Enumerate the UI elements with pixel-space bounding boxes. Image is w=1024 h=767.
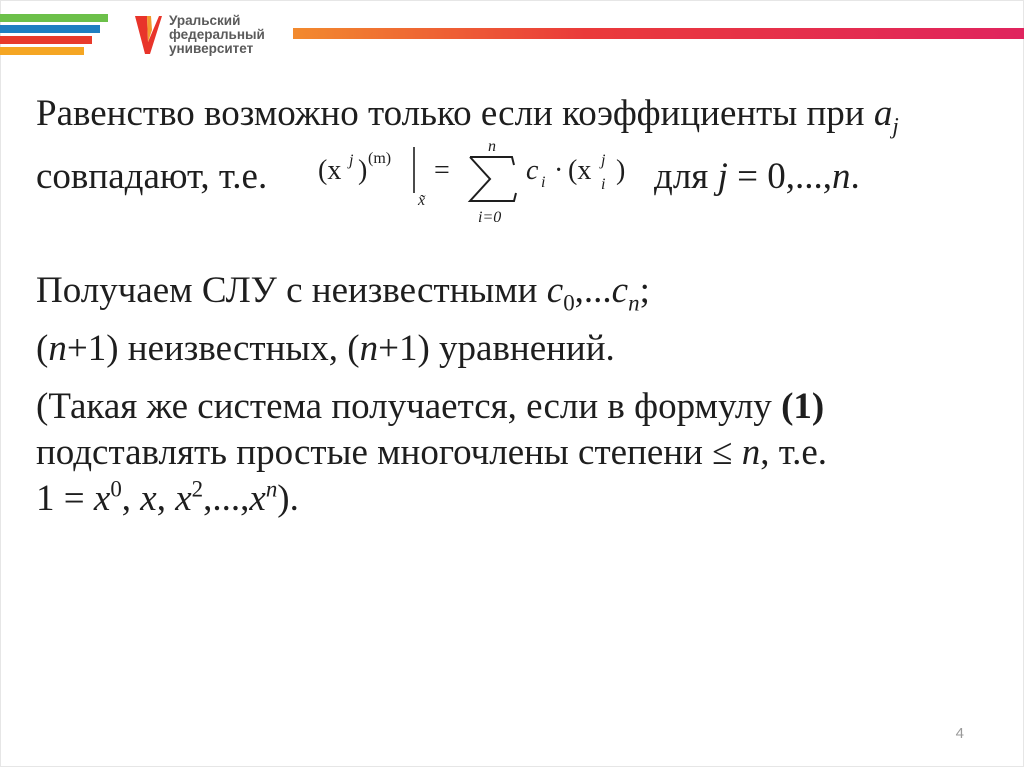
var-c: c (546, 270, 564, 311)
var-n: n (48, 328, 67, 369)
formula-x-close: ) (616, 155, 626, 186)
text-segment: ). (277, 478, 299, 519)
logo-line-3: университет (169, 41, 254, 56)
var-n: n (831, 156, 851, 197)
body-line-1 (36, 93, 899, 139)
text-segment: для (654, 156, 718, 197)
text-segment: = 0,..., (727, 156, 832, 197)
stripe-blue (0, 25, 100, 33)
sum-formula (318, 135, 674, 225)
var-n: n (359, 328, 379, 369)
header-bar (293, 28, 1024, 39)
text-segment: , т.е. (760, 432, 828, 473)
text-segment: , (156, 478, 176, 519)
formula-x-j: j (601, 152, 606, 169)
formula-lhs-close: ) (358, 155, 368, 186)
body-line-6 (36, 434, 827, 471)
formula-x-open: (x (568, 155, 592, 186)
formula-c-i: i (541, 174, 546, 191)
formula-sum-top: n (488, 138, 496, 155)
var-a: a (873, 93, 893, 134)
logo-text (169, 14, 265, 56)
formula-lhs-m: (m) (368, 150, 392, 167)
body-line-7 (36, 476, 299, 519)
text-segment: . (850, 156, 860, 197)
sigma-icon (470, 157, 516, 201)
university-logo (133, 14, 303, 62)
logo-line-1: Уральский (169, 13, 241, 28)
formula-lhs-j: j (349, 152, 354, 169)
text-segment: ; (639, 270, 650, 311)
sup-2: 2 (191, 476, 204, 502)
formula-sum-bottom: i=0 (478, 209, 502, 225)
formula-dot: · (554, 155, 564, 186)
body-line-4 (36, 330, 615, 367)
var-x: x (175, 478, 192, 519)
formula-x-i: i (601, 176, 606, 193)
logo-line-2: федеральный (169, 27, 265, 42)
formula-c: c (526, 155, 539, 186)
body-line-3 (36, 270, 650, 316)
stripe-red (0, 36, 92, 44)
sup-n: n (265, 476, 278, 502)
text-segment: +1) уравнений. (378, 328, 615, 369)
page-number: 4 (955, 725, 964, 742)
sub-j: j (892, 113, 899, 139)
text-segment: Получаем СЛУ с неизвестными (36, 270, 547, 311)
formula-eval-at: x̃ (418, 192, 426, 209)
body-line-2-start: совпадают, т.е. (36, 156, 268, 197)
var-c: c (611, 270, 629, 311)
text-segment: (Такая же система получается, если в формулу (36, 386, 782, 427)
text-segment: ,... (574, 270, 612, 311)
logo-mark-icon (133, 14, 163, 56)
formula-eq: = (434, 155, 450, 186)
var-x: x (140, 478, 157, 519)
stripe-green (0, 14, 108, 22)
text-segment: 1 = (36, 478, 94, 519)
text-segment: , (121, 478, 141, 519)
text-segment: подставлять простые многочлены степени ≤ (36, 432, 742, 473)
text-segment: ,..., (203, 478, 250, 519)
formula-ref: (1) (781, 386, 825, 427)
formula-lhs-open: (x (318, 155, 342, 186)
brand-stripes (0, 14, 110, 56)
var-j: j (717, 156, 728, 197)
body-line-2-end (654, 158, 860, 195)
text-segment: Равенство возможно только если коэффициенты при (36, 93, 874, 134)
var-n: n (741, 432, 761, 473)
sup-0: 0 (110, 476, 122, 502)
var-x: x (93, 478, 111, 519)
text-segment: +1) неизвестных, ( (66, 328, 360, 369)
sub-n: n (628, 290, 640, 316)
stripe-orange (0, 47, 84, 55)
body-line-5 (36, 388, 824, 425)
text-segment: ( (36, 328, 49, 369)
sub-0: 0 (563, 290, 575, 316)
var-x: x (249, 478, 266, 519)
